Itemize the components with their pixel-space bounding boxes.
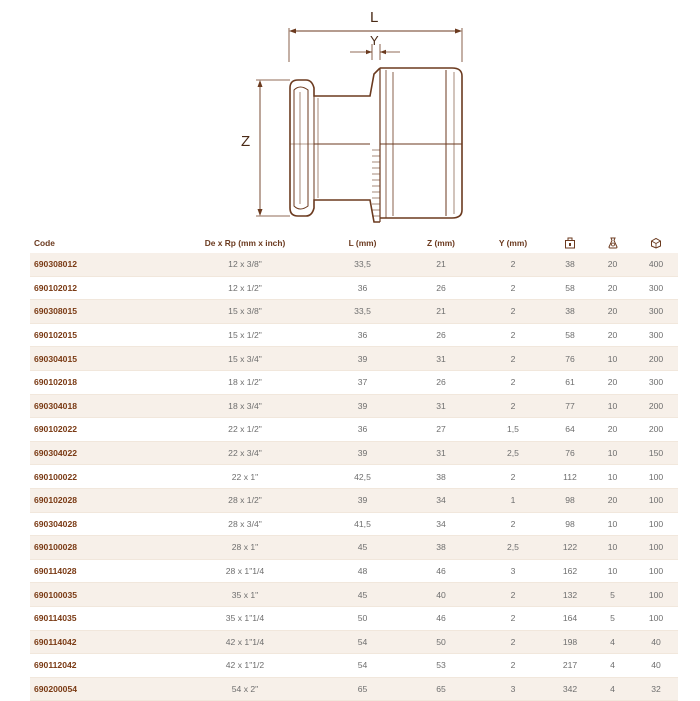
- fitting-technical-drawing: [0, 0, 700, 228]
- cell-carton-qty: 200: [634, 418, 678, 442]
- cell-y: 1: [477, 488, 549, 512]
- cell-size: 12 x 3/8": [170, 253, 320, 276]
- cell-y: 2: [477, 512, 549, 536]
- bag-icon: [607, 237, 619, 249]
- cell-box-weight: 98: [549, 488, 591, 512]
- cell-bag-qty: 10: [591, 465, 634, 489]
- table-row: [30, 559, 678, 583]
- table-row: [30, 418, 678, 442]
- table-row: [30, 347, 678, 371]
- cell-y: 2: [477, 394, 549, 418]
- cell-code: 690102022: [30, 418, 170, 442]
- cell-z: 31: [405, 441, 477, 465]
- table-row: [30, 606, 678, 630]
- cell-code: 690102012: [30, 276, 170, 300]
- col-header-size: De x Rp (mm x inch): [204, 237, 286, 248]
- cell-bag-qty: 20: [591, 323, 634, 347]
- cell-y: 2,5: [477, 441, 549, 465]
- cell-size: 35 x 1": [170, 583, 320, 607]
- table-row: [30, 323, 678, 347]
- cell-bag-qty: 20: [591, 300, 634, 324]
- cell-code: 690308015: [30, 300, 170, 324]
- cell-z: 31: [405, 394, 477, 418]
- cell-box-weight: 198: [549, 630, 591, 654]
- cell-carton-qty: 300: [634, 323, 678, 347]
- cell-l: 45: [320, 583, 405, 607]
- cell-l: 39: [320, 394, 405, 418]
- cell-y: 2,5: [477, 536, 549, 560]
- cell-code: 690114042: [30, 630, 170, 654]
- cell-z: 26: [405, 276, 477, 300]
- cell-code: 690100035: [30, 583, 170, 607]
- cell-bag-qty: 4: [591, 654, 634, 678]
- cell-box-weight: 164: [549, 606, 591, 630]
- col-header-l: L (mm): [348, 237, 377, 248]
- cell-y: 2: [477, 606, 549, 630]
- cell-y: 1,5: [477, 418, 549, 442]
- cell-z: 34: [405, 488, 477, 512]
- cell-y: 2: [477, 630, 549, 654]
- cell-l: 33,5: [320, 253, 405, 276]
- cell-l: 48: [320, 559, 405, 583]
- col-header-carton: [634, 232, 678, 253]
- cell-box-weight: 122: [549, 536, 591, 560]
- cell-y: 2: [477, 654, 549, 678]
- cell-size: 42 x 1"1/4: [170, 630, 320, 654]
- cell-bag-qty: 20: [591, 253, 634, 276]
- cell-z: 65: [405, 677, 477, 701]
- cell-z: 38: [405, 465, 477, 489]
- cell-y: 2: [477, 347, 549, 371]
- cell-carton-qty: 100: [634, 536, 678, 560]
- dim-label-z: Z: [241, 133, 251, 150]
- cell-l: 33,5: [320, 300, 405, 324]
- cell-bag-qty: 4: [591, 677, 634, 701]
- cell-carton-qty: 40: [634, 654, 678, 678]
- cell-bag-qty: 10: [591, 441, 634, 465]
- cell-carton-qty: 200: [634, 394, 678, 418]
- cell-bag-qty: 20: [591, 488, 634, 512]
- spec-table: [30, 232, 678, 701]
- cell-size: 28 x 1/2": [170, 488, 320, 512]
- cell-carton-qty: 300: [634, 276, 678, 300]
- cell-code: 690102015: [30, 323, 170, 347]
- cell-l: 65: [320, 677, 405, 701]
- cell-z: 26: [405, 323, 477, 347]
- cell-z: 27: [405, 418, 477, 442]
- table-row: [30, 253, 678, 276]
- cell-box-weight: 58: [549, 276, 591, 300]
- cell-z: 26: [405, 370, 477, 394]
- cell-bag-qty: 20: [591, 276, 634, 300]
- cell-bag-qty: 10: [591, 536, 634, 560]
- cell-size: 22 x 1": [170, 465, 320, 489]
- cell-y: 2: [477, 253, 549, 276]
- cell-size: 18 x 1/2": [170, 370, 320, 394]
- cell-bag-qty: 10: [591, 394, 634, 418]
- cell-bag-qty: 20: [591, 370, 634, 394]
- cell-l: 37: [320, 370, 405, 394]
- cell-code: 690112042: [30, 654, 170, 678]
- cell-code: 690114028: [30, 559, 170, 583]
- cell-size: 15 x 3/8": [170, 300, 320, 324]
- table-row: [30, 488, 678, 512]
- carton-icon: [650, 237, 662, 249]
- cell-box-weight: 342: [549, 677, 591, 701]
- table-header: [30, 232, 678, 253]
- cell-box-weight: 76: [549, 347, 591, 371]
- cell-l: 36: [320, 323, 405, 347]
- cell-l: 45: [320, 536, 405, 560]
- cell-box-weight: 64: [549, 418, 591, 442]
- cell-z: 34: [405, 512, 477, 536]
- cell-code: 690304015: [30, 347, 170, 371]
- table-row: [30, 512, 678, 536]
- cell-box-weight: 217: [549, 654, 591, 678]
- cell-y: 2: [477, 583, 549, 607]
- cell-y: 2: [477, 323, 549, 347]
- cell-code: 690304028: [30, 512, 170, 536]
- cell-size: 35 x 1"1/4: [170, 606, 320, 630]
- cell-l: 50: [320, 606, 405, 630]
- cell-size: 22 x 1/2": [170, 418, 320, 442]
- cell-z: 38: [405, 536, 477, 560]
- cell-size: 12 x 1/2": [170, 276, 320, 300]
- col-header-box-weight: [549, 232, 591, 253]
- cell-bag-qty: 20: [591, 418, 634, 442]
- cell-carton-qty: 100: [634, 465, 678, 489]
- dim-label-y: Y: [370, 33, 379, 48]
- cell-code: 690308012: [30, 253, 170, 276]
- cell-l: 36: [320, 418, 405, 442]
- cell-size: 28 x 1": [170, 536, 320, 560]
- table-row: [30, 677, 678, 701]
- cell-size: 18 x 3/4": [170, 394, 320, 418]
- cell-y: 3: [477, 677, 549, 701]
- cell-l: 54: [320, 630, 405, 654]
- dim-label-l: L: [370, 9, 379, 26]
- cell-l: 39: [320, 488, 405, 512]
- cell-box-weight: 38: [549, 300, 591, 324]
- cell-box-weight: 77: [549, 394, 591, 418]
- cell-l: 42,5: [320, 465, 405, 489]
- table-row: [30, 536, 678, 560]
- cell-size: 22 x 3/4": [170, 441, 320, 465]
- cell-code: 690304022: [30, 441, 170, 465]
- cell-bag-qty: 4: [591, 630, 634, 654]
- cell-l: 36: [320, 276, 405, 300]
- cell-code: 690100022: [30, 465, 170, 489]
- table-row: [30, 300, 678, 324]
- cell-bag-qty: 5: [591, 606, 634, 630]
- cell-code: 690102018: [30, 370, 170, 394]
- cell-y: 2: [477, 300, 549, 324]
- cell-size: 15 x 3/4": [170, 347, 320, 371]
- cell-carton-qty: 300: [634, 300, 678, 324]
- cell-size: 42 x 1"1/2: [170, 654, 320, 678]
- cell-l: 39: [320, 347, 405, 371]
- cell-carton-qty: 100: [634, 606, 678, 630]
- cell-y: 3: [477, 559, 549, 583]
- cell-bag-qty: 10: [591, 512, 634, 536]
- cell-l: 54: [320, 654, 405, 678]
- table-row: [30, 394, 678, 418]
- cell-box-weight: 112: [549, 465, 591, 489]
- cell-size: 15 x 1/2": [170, 323, 320, 347]
- cell-size: 54 x 2": [170, 677, 320, 701]
- cell-code: 690102028: [30, 488, 170, 512]
- cell-carton-qty: 100: [634, 512, 678, 536]
- cell-size: 28 x 1"1/4: [170, 559, 320, 583]
- cell-y: 2: [477, 276, 549, 300]
- cell-carton-qty: 150: [634, 441, 678, 465]
- cell-carton-qty: 100: [634, 559, 678, 583]
- cell-box-weight: 58: [549, 323, 591, 347]
- cell-l: 39: [320, 441, 405, 465]
- cell-carton-qty: 40: [634, 630, 678, 654]
- col-header-z: Z (mm): [427, 237, 455, 248]
- table-row: [30, 370, 678, 394]
- cell-box-weight: 61: [549, 370, 591, 394]
- cell-box-weight: 162: [549, 559, 591, 583]
- table-row: [30, 583, 678, 607]
- cell-carton-qty: 200: [634, 347, 678, 371]
- cell-z: 40: [405, 583, 477, 607]
- cell-carton-qty: 100: [634, 488, 678, 512]
- cell-z: 46: [405, 606, 477, 630]
- cell-bag-qty: 5: [591, 583, 634, 607]
- col-header-y: Y (mm): [498, 237, 528, 248]
- cell-z: 21: [405, 300, 477, 324]
- col-header-bag: [591, 232, 634, 253]
- cell-carton-qty: 300: [634, 370, 678, 394]
- cell-y: 2: [477, 370, 549, 394]
- cell-z: 53: [405, 654, 477, 678]
- table-row: [30, 276, 678, 300]
- cell-l: 41,5: [320, 512, 405, 536]
- cell-code: 690304018: [30, 394, 170, 418]
- box-weight-icon: [564, 237, 576, 249]
- col-header-code: Code: [34, 237, 55, 248]
- cell-z: 21: [405, 253, 477, 276]
- cell-box-weight: 76: [549, 441, 591, 465]
- cell-box-weight: 132: [549, 583, 591, 607]
- cell-carton-qty: 400: [634, 253, 678, 276]
- table-row: [30, 441, 678, 465]
- cell-z: 46: [405, 559, 477, 583]
- cell-code: 690114035: [30, 606, 170, 630]
- table-row: [30, 465, 678, 489]
- cell-bag-qty: 10: [591, 559, 634, 583]
- spec-table-container: [30, 232, 678, 701]
- cell-box-weight: 38: [549, 253, 591, 276]
- cell-z: 50: [405, 630, 477, 654]
- cell-carton-qty: 100: [634, 583, 678, 607]
- cell-bag-qty: 10: [591, 347, 634, 371]
- cell-y: 2: [477, 465, 549, 489]
- table-body: [30, 253, 678, 701]
- table-row: [30, 654, 678, 678]
- cell-box-weight: 98: [549, 512, 591, 536]
- table-row: [30, 630, 678, 654]
- cell-size: 28 x 3/4": [170, 512, 320, 536]
- cell-code: 690100028: [30, 536, 170, 560]
- cell-carton-qty: 32: [634, 677, 678, 701]
- cell-code: 690200054: [30, 677, 170, 701]
- cell-z: 31: [405, 347, 477, 371]
